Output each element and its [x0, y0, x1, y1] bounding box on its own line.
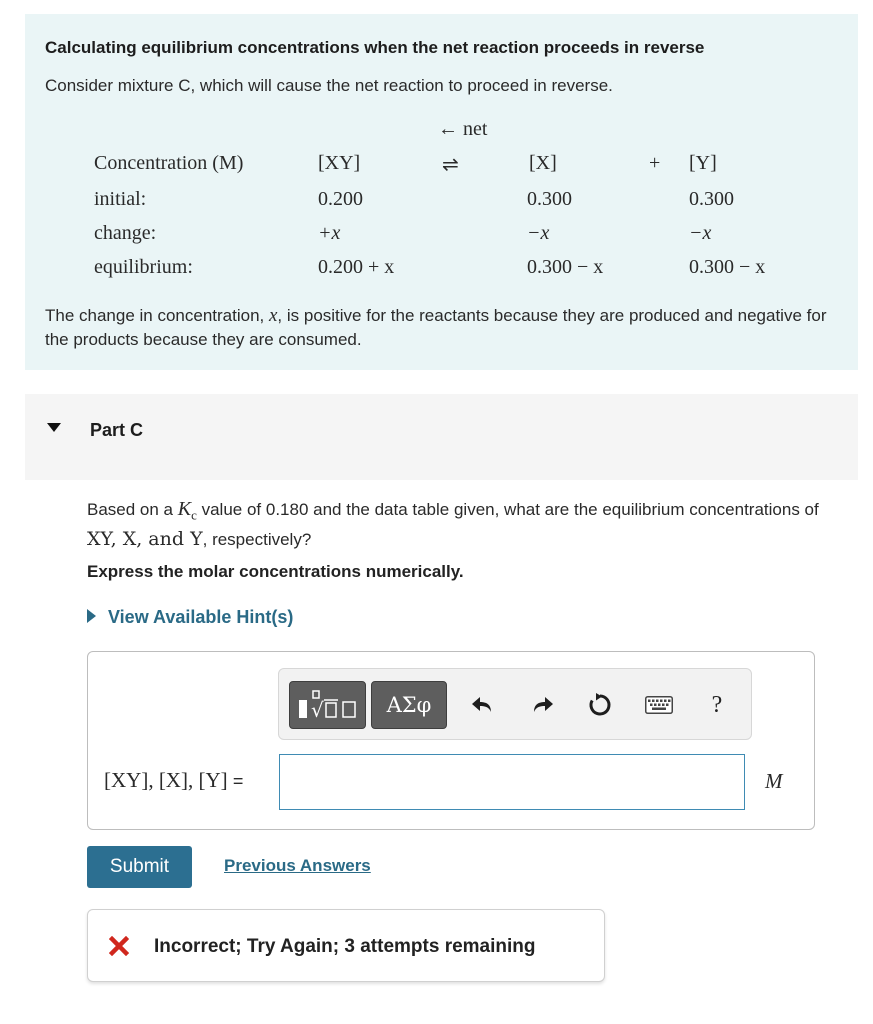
- math-toolbar: [278, 668, 752, 740]
- part-label: Part C: [90, 420, 144, 440]
- hint-label: View Available Hint(s): [108, 607, 294, 627]
- undo-icon[interactable]: [469, 691, 497, 719]
- row-label-equilibrium: equilibrium:: [94, 256, 193, 278]
- template-icon: [297, 688, 359, 722]
- equilibrium-y: 0.300 − x: [689, 256, 766, 278]
- greek-symbols-button[interactable]: ΑΣφ: [371, 681, 447, 729]
- templates-button[interactable]: [289, 681, 366, 729]
- answer-box: [87, 651, 815, 830]
- question-text: [87, 497, 827, 552]
- answer-label: [104, 768, 243, 793]
- intro-title: Calculating equilibrium concentrations when the net reaction proceeds in reverse: [45, 38, 705, 57]
- change-xy: +x: [318, 222, 341, 244]
- help-button[interactable]: ?: [711, 691, 723, 718]
- intro-text: Consider mixture C, which will cause the net reaction to proceed in reverse.: [45, 76, 613, 95]
- ice-header-label: Concentration (M): [94, 152, 244, 174]
- instruction-text: Express the molar concentrations numerically.: [87, 562, 464, 581]
- explanation-variable: x: [268, 305, 278, 326]
- plus-sign: +: [649, 152, 661, 174]
- reset-icon[interactable]: [586, 691, 614, 719]
- change-y: −x: [689, 222, 712, 244]
- explanation-part2: , is positive for the reactants because they are produced and negative for the products because they are consumed.: [45, 306, 827, 349]
- row-label-initial: initial:: [94, 188, 147, 210]
- explanation-part1: The change in concentration,: [45, 306, 269, 325]
- collapse-triangle-icon[interactable]: [47, 423, 61, 432]
- k-symbol: K: [177, 498, 192, 520]
- initial-xy: 0.200: [318, 188, 363, 210]
- redo-icon[interactable]: [528, 691, 556, 719]
- question-part2: value of 0.180 and the data table given, what are the equilibrium concentrations of: [196, 500, 819, 519]
- question-part1: Based on a: [87, 500, 178, 519]
- part-c-header[interactable]: [25, 394, 858, 480]
- svg-text:√: √: [310, 698, 324, 722]
- intro-panel: [25, 14, 858, 370]
- feedback-text: Incorrect; Try Again; 3 attempts remaining: [154, 936, 536, 957]
- question-part3: , respectively?: [202, 530, 312, 550]
- change-x: −x: [527, 222, 550, 244]
- keyboard-icon[interactable]: [645, 691, 673, 719]
- previous-answers-link[interactable]: Previous Answers: [224, 856, 371, 875]
- net-direction-label: ← net: [438, 118, 488, 140]
- initial-y: 0.300: [689, 188, 734, 210]
- unit-label: M: [765, 769, 783, 793]
- submit-button[interactable]: Submit: [87, 846, 192, 888]
- incorrect-x-icon: [109, 936, 129, 956]
- equilibrium-arrow: ⇌: [442, 154, 459, 176]
- initial-x: 0.300: [527, 188, 572, 210]
- equilibrium-xy: 0.200 + x: [318, 256, 395, 278]
- answer-variables: [XY], [X], [Y]: [104, 768, 228, 792]
- question-species: XY, X, and Y: [87, 528, 203, 551]
- view-hints-link[interactable]: [87, 607, 293, 628]
- caret-right-icon: [87, 609, 96, 623]
- row-label-change: change:: [94, 222, 157, 244]
- feedback-box: [87, 909, 605, 982]
- equals-sign: =: [232, 771, 244, 791]
- k-subscript: c: [191, 507, 197, 523]
- equilibrium-x: 0.300 − x: [527, 256, 604, 278]
- species-x: [X]: [529, 152, 557, 174]
- explanation-text: [45, 304, 835, 352]
- answer-input[interactable]: [279, 754, 745, 810]
- species-xy: [XY]: [318, 152, 361, 174]
- species-y: [Y]: [689, 152, 717, 174]
